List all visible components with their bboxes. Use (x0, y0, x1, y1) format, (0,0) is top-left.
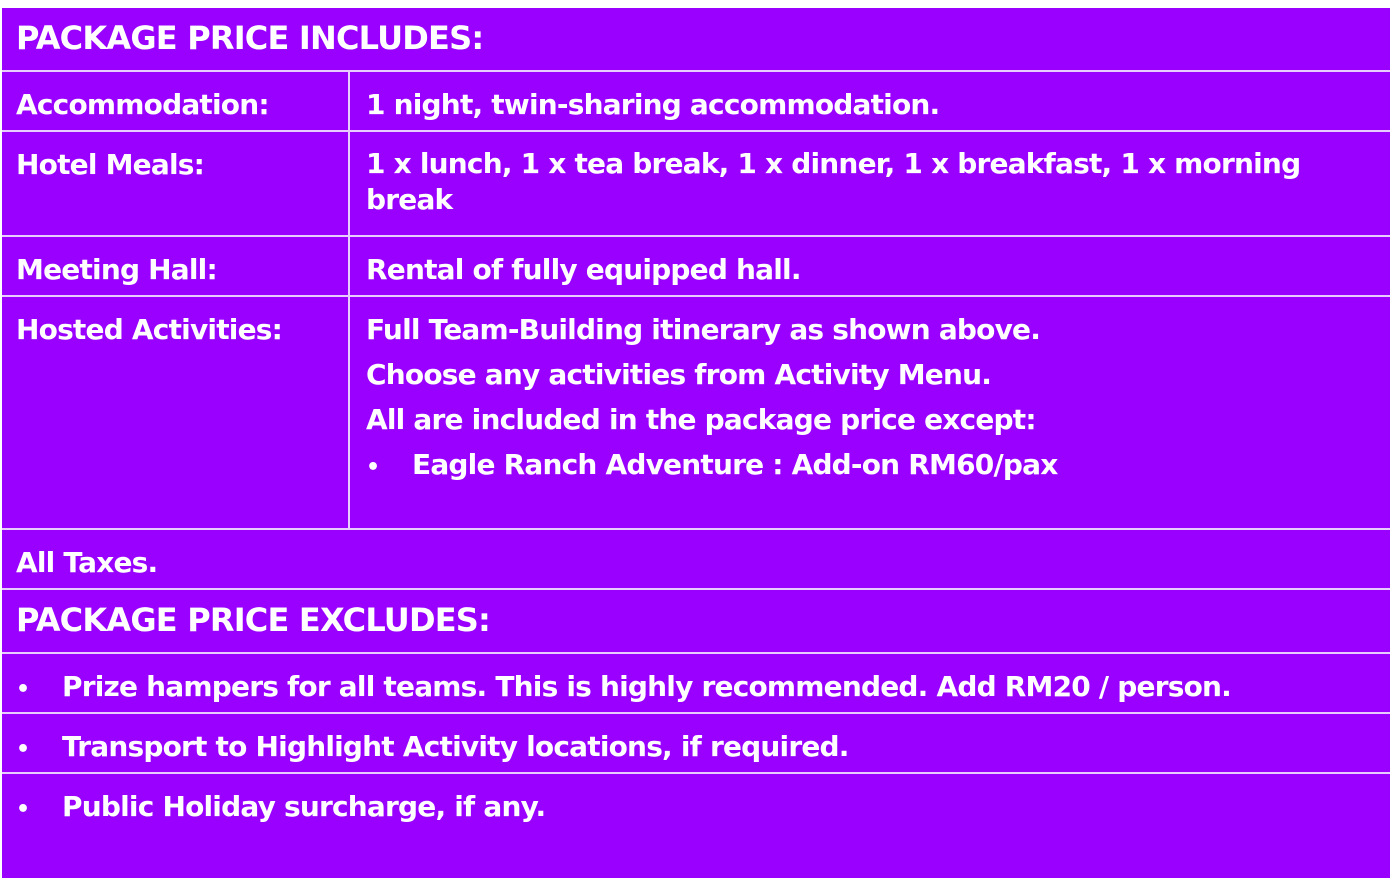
row-value (352, 72, 1390, 130)
bullet-item (366, 442, 1376, 490)
table-row-meeting-hall (2, 237, 1390, 297)
bullet-text: Public Holiday surcharge, if any. (62, 790, 546, 823)
value-line: Full Team-Building itinerary as shown above. (366, 313, 1041, 346)
bullet-text: Eagle Ranch Adventure : Add-on RM60/pax (412, 448, 1058, 481)
value-line: Rental of fully equipped hall. (366, 253, 801, 286)
excludes-heading-row (2, 590, 1390, 654)
bullet-icon: • (16, 677, 30, 702)
bullet-item (2, 774, 1390, 878)
bullet-icon: • (366, 455, 380, 480)
value-line: 1 x lunch, 1 x tea break, 1 x dinner, 1 x breakfast, 1 x morning break (366, 147, 1301, 216)
row-label: Meeting Hall: (2, 237, 350, 295)
bullet-text: Prize hampers for all teams. This is highly recommended. Add RM20 / person. (62, 670, 1231, 703)
row-label: Accommodation: (2, 72, 350, 130)
table-row-hosted-activities (2, 297, 1390, 530)
row-label: Hosted Activities: (2, 297, 350, 528)
value-line: Choose any activities from Activity Menu. (366, 358, 992, 391)
bullet-item (2, 714, 1390, 772)
value-line: All are included in the package price except: (366, 403, 1036, 436)
excludes-item-row (2, 714, 1390, 774)
taxes-text: All Taxes. (16, 546, 158, 579)
excludes-heading: PACKAGE PRICE EXCLUDES: (16, 601, 491, 639)
includes-heading: PACKAGE PRICE INCLUDES: (16, 19, 484, 57)
excludes-item-row (2, 654, 1390, 714)
taxes-row (2, 530, 1390, 590)
excludes-item-row (2, 774, 1390, 878)
row-value (352, 297, 1390, 528)
table-row-accommodation (2, 72, 1390, 132)
row-value (352, 237, 1390, 295)
table-row-hotel-meals (2, 132, 1390, 237)
bullet-text: Transport to Highlight Activity locations, if required. (62, 730, 849, 763)
bullet-icon: • (16, 737, 30, 762)
value-line: 1 night, twin-sharing accommodation. (366, 88, 940, 121)
package-price-table (2, 8, 1390, 878)
includes-heading-row (2, 8, 1390, 72)
bullet-item (2, 654, 1390, 712)
bullet-icon: • (16, 797, 30, 822)
row-label: Hotel Meals: (2, 132, 350, 235)
row-value (352, 132, 1390, 235)
